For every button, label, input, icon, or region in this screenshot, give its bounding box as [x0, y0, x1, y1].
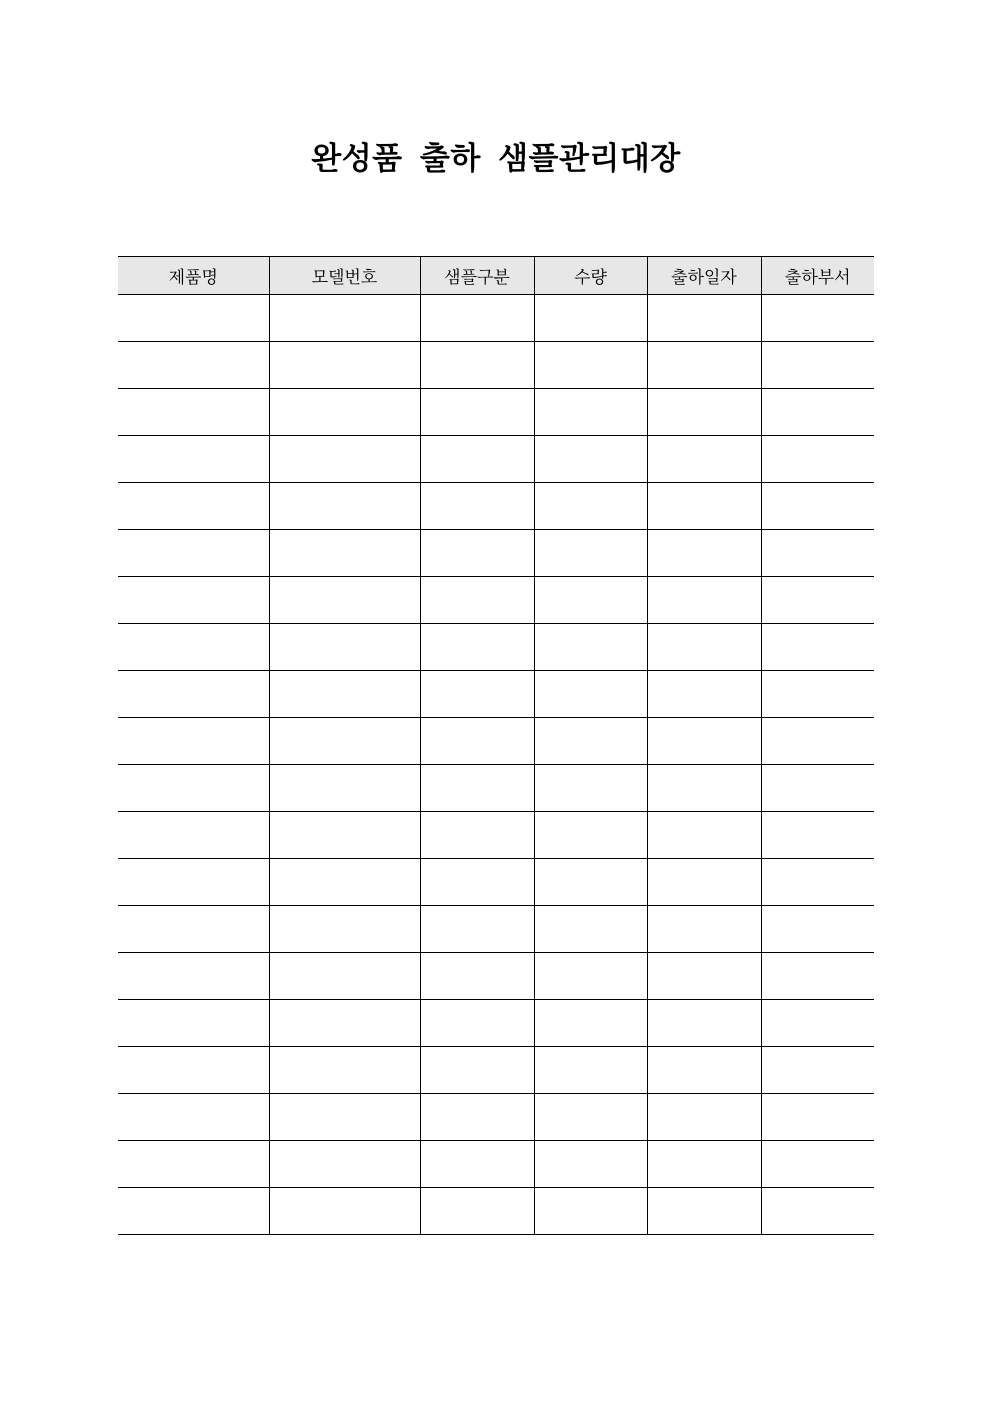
table-row	[118, 295, 874, 342]
cell-model-number	[269, 765, 420, 812]
cell-shipping-date	[647, 483, 761, 530]
cell-product-name	[118, 624, 269, 671]
cell-shipping-department	[761, 1000, 874, 1047]
cell-sample-type	[420, 577, 534, 624]
cell-quantity	[534, 953, 647, 1000]
cell-product-name	[118, 389, 269, 436]
cell-model-number	[269, 624, 420, 671]
cell-shipping-department	[761, 530, 874, 577]
table-row	[118, 1000, 874, 1047]
cell-sample-type	[420, 953, 534, 1000]
cell-shipping-department	[761, 1047, 874, 1094]
sample-ledger-table	[118, 256, 874, 1235]
cell-shipping-department	[761, 1141, 874, 1188]
cell-product-name	[118, 436, 269, 483]
cell-model-number	[269, 342, 420, 389]
cell-model-number	[269, 1047, 420, 1094]
cell-sample-type	[420, 1047, 534, 1094]
table-row	[118, 859, 874, 906]
cell-model-number	[269, 1188, 420, 1235]
table-header	[118, 257, 874, 295]
cell-quantity	[534, 671, 647, 718]
cell-model-number	[269, 812, 420, 859]
table-row	[118, 530, 874, 577]
table-row	[118, 1188, 874, 1235]
cell-model-number	[269, 295, 420, 342]
cell-quantity	[534, 483, 647, 530]
table-row	[118, 1094, 874, 1141]
cell-product-name	[118, 953, 269, 1000]
cell-sample-type	[420, 342, 534, 389]
table-row	[118, 1047, 874, 1094]
cell-shipping-department	[761, 389, 874, 436]
cell-sample-type	[420, 1188, 534, 1235]
cell-product-name	[118, 1141, 269, 1188]
table-row	[118, 624, 874, 671]
column-header-shipping-department: 출하부서	[761, 257, 874, 295]
cell-model-number	[269, 1141, 420, 1188]
table-row	[118, 671, 874, 718]
cell-quantity	[534, 530, 647, 577]
cell-sample-type	[420, 624, 534, 671]
cell-quantity	[534, 765, 647, 812]
cell-shipping-date	[647, 1047, 761, 1094]
cell-shipping-date	[647, 859, 761, 906]
cell-shipping-department	[761, 953, 874, 1000]
cell-product-name	[118, 577, 269, 624]
cell-model-number	[269, 718, 420, 765]
cell-model-number	[269, 436, 420, 483]
cell-sample-type	[420, 295, 534, 342]
cell-sample-type	[420, 1094, 534, 1141]
cell-sample-type	[420, 718, 534, 765]
cell-model-number	[269, 671, 420, 718]
page-title: 완성품 출하 샘플관리대장	[311, 141, 681, 177]
cell-quantity	[534, 389, 647, 436]
cell-product-name	[118, 906, 269, 953]
cell-model-number	[269, 906, 420, 953]
cell-model-number	[269, 1000, 420, 1047]
header-row	[118, 257, 874, 295]
cell-quantity	[534, 906, 647, 953]
cell-product-name	[118, 1047, 269, 1094]
cell-sample-type	[420, 812, 534, 859]
cell-sample-type	[420, 765, 534, 812]
column-header-model-number: 모델번호	[269, 257, 420, 295]
cell-sample-type	[420, 906, 534, 953]
cell-shipping-date	[647, 1094, 761, 1141]
cell-product-name	[118, 859, 269, 906]
cell-shipping-date	[647, 530, 761, 577]
cell-quantity	[534, 1047, 647, 1094]
cell-shipping-date	[647, 1141, 761, 1188]
cell-shipping-date	[647, 718, 761, 765]
cell-product-name	[118, 1094, 269, 1141]
column-header-shipping-date: 출하일자	[647, 257, 761, 295]
column-header-sample-type: 샘플구분	[420, 257, 534, 295]
cell-shipping-date	[647, 1000, 761, 1047]
column-header-product-name: 제품명	[118, 257, 269, 295]
table-row	[118, 483, 874, 530]
cell-product-name	[118, 1188, 269, 1235]
cell-sample-type	[420, 1000, 534, 1047]
cell-quantity	[534, 624, 647, 671]
cell-model-number	[269, 1094, 420, 1141]
cell-shipping-date	[647, 953, 761, 1000]
cell-shipping-date	[647, 389, 761, 436]
cell-shipping-department	[761, 577, 874, 624]
cell-shipping-department	[761, 859, 874, 906]
cell-shipping-department	[761, 671, 874, 718]
cell-sample-type	[420, 859, 534, 906]
cell-product-name	[118, 812, 269, 859]
cell-shipping-date	[647, 436, 761, 483]
cell-model-number	[269, 530, 420, 577]
cell-quantity	[534, 295, 647, 342]
cell-shipping-department	[761, 812, 874, 859]
cell-shipping-date	[647, 812, 761, 859]
table-row	[118, 436, 874, 483]
table-row	[118, 765, 874, 812]
cell-product-name	[118, 671, 269, 718]
table-row	[118, 1141, 874, 1188]
cell-product-name	[118, 483, 269, 530]
column-header-quantity: 수량	[534, 257, 647, 295]
cell-shipping-date	[647, 765, 761, 812]
cell-sample-type	[420, 530, 534, 577]
cell-product-name	[118, 765, 269, 812]
cell-quantity	[534, 1094, 647, 1141]
cell-model-number	[269, 953, 420, 1000]
cell-sample-type	[420, 1141, 534, 1188]
cell-shipping-department	[761, 624, 874, 671]
cell-sample-type	[420, 671, 534, 718]
cell-shipping-department	[761, 295, 874, 342]
cell-product-name	[118, 342, 269, 389]
cell-shipping-date	[647, 577, 761, 624]
cell-model-number	[269, 577, 420, 624]
cell-quantity	[534, 1000, 647, 1047]
cell-model-number	[269, 483, 420, 530]
table-row	[118, 577, 874, 624]
cell-shipping-department	[761, 718, 874, 765]
cell-shipping-date	[647, 1188, 761, 1235]
cell-shipping-department	[761, 342, 874, 389]
cell-quantity	[534, 436, 647, 483]
table-row	[118, 812, 874, 859]
cell-quantity	[534, 718, 647, 765]
cell-quantity	[534, 1141, 647, 1188]
cell-quantity	[534, 577, 647, 624]
cell-sample-type	[420, 483, 534, 530]
cell-quantity	[534, 1188, 647, 1235]
table-row	[118, 906, 874, 953]
cell-shipping-department	[761, 436, 874, 483]
table-row	[118, 342, 874, 389]
cell-shipping-department	[761, 906, 874, 953]
cell-shipping-date	[647, 624, 761, 671]
cell-quantity	[534, 342, 647, 389]
cell-model-number	[269, 859, 420, 906]
cell-product-name	[118, 295, 269, 342]
cell-sample-type	[420, 389, 534, 436]
table-row	[118, 389, 874, 436]
cell-shipping-department	[761, 1188, 874, 1235]
cell-shipping-date	[647, 342, 761, 389]
cell-product-name	[118, 530, 269, 577]
cell-quantity	[534, 812, 647, 859]
cell-product-name	[118, 718, 269, 765]
cell-shipping-department	[761, 765, 874, 812]
cell-quantity	[534, 859, 647, 906]
cell-shipping-department	[761, 483, 874, 530]
cell-model-number	[269, 389, 420, 436]
table-row	[118, 953, 874, 1000]
cell-shipping-date	[647, 671, 761, 718]
cell-product-name	[118, 1000, 269, 1047]
table-body	[118, 295, 874, 1235]
cell-shipping-date	[647, 906, 761, 953]
cell-shipping-department	[761, 1094, 874, 1141]
cell-sample-type	[420, 436, 534, 483]
table-row	[118, 718, 874, 765]
cell-shipping-date	[647, 295, 761, 342]
